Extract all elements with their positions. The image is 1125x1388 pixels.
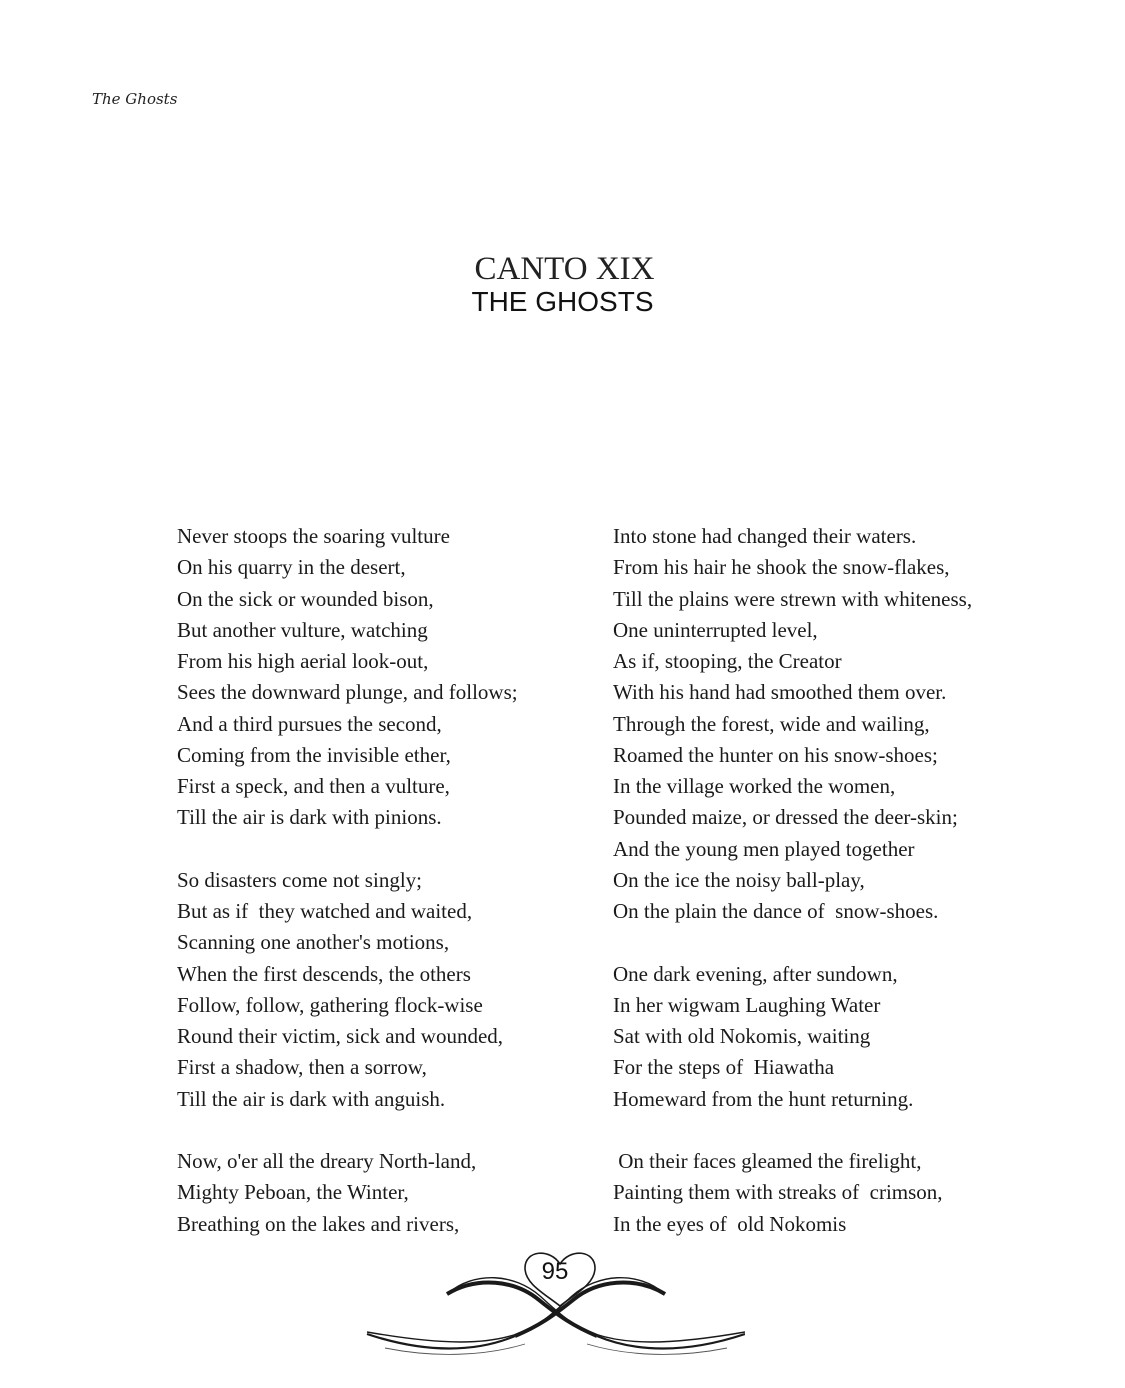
poem-line: On the plain the dance of snow-shoes. [613, 899, 939, 923]
poem-line: For the steps of Hiawatha [613, 1055, 835, 1080]
poem-line: So disasters come not singly; [177, 867, 422, 892]
poem-line: When the first descends, the others [177, 961, 471, 986]
poem-line: Till the air is dark with anguish. [177, 1086, 446, 1111]
poem-line: Painting them with streaks of crimson, [613, 1180, 943, 1205]
page-number-ornament [365, 1244, 745, 1364]
stanza [613, 959, 1033, 1115]
poem-line: On their faces gleamed the firelight, [613, 1149, 922, 1173]
poem-line: From his high aerial look-out, [177, 649, 429, 673]
running-head: The Ghosts [92, 90, 178, 108]
poem-line: Homeward from the hunt returning. [613, 1086, 914, 1111]
poem-line: First a shadow, then a sorrow, [177, 1055, 427, 1080]
stanza [613, 1146, 1033, 1240]
poem-line: Till the plains were strewn with whiteness, [613, 586, 973, 611]
poem-line: Now, o'er all the dreary North-land, [177, 1149, 477, 1173]
poem-line: But as if they watched and waited, [177, 899, 473, 923]
poem-line: One uninterrupted level, [613, 617, 818, 642]
poem-line: Follow, follow, gathering flock-wise [177, 992, 483, 1017]
poem-line: And a third pursues the second, [177, 711, 442, 736]
poem-line: Coming from the invisible ether, [177, 742, 451, 767]
poem-line: In her wigwam Laughing Water [613, 992, 881, 1017]
poem-line: Pounded maize, or dressed the deer-skin; [613, 805, 958, 830]
poem-line: First a speck, and then a vulture, [177, 774, 450, 798]
poem-line: Sees the downward plunge, and follows; [177, 680, 518, 705]
page-number: 95 [541, 1258, 569, 1285]
poem-line: One dark evening, after sundown, [613, 961, 898, 986]
poem-line: On the ice the noisy ball-play, [613, 867, 865, 892]
stanza [177, 865, 577, 1115]
poem-line: Scanning one another's motions, [177, 930, 450, 955]
stanza [177, 521, 577, 834]
poem-line: Roamed the hunter on his snow-shoes; [613, 742, 938, 767]
poem-line: Through the forest, wide and wailing, [613, 711, 930, 736]
poem-line: Into stone had changed their waters. [613, 524, 917, 548]
poem-line: Round their victim, sick and wounded, [177, 1024, 504, 1048]
poem-line: Till the air is dark with pinions. [177, 805, 442, 830]
poem-line: And the young men played together [613, 836, 915, 861]
poem-line: In the village worked the women, [613, 774, 896, 798]
canto-number: CANTO XIX [474, 251, 655, 287]
poem-line: Mighty Peboan, the Winter, [177, 1180, 409, 1205]
poem-column-right [613, 521, 1033, 1240]
canto-heading [0, 252, 1125, 318]
poem-line: With his hand had smoothed them over. [613, 680, 947, 705]
poem-line: On his quarry in the desert, [177, 555, 406, 580]
poem-line: In the eyes of old Nokomis [613, 1211, 847, 1236]
canto-title: THE GHOSTS [471, 286, 654, 317]
poem-line: But another vulture, watching [177, 617, 428, 642]
stanza [613, 521, 1033, 927]
poem-line: On the sick or wounded bison, [177, 586, 434, 611]
poem-line: Breathing on the lakes and rivers, [177, 1211, 460, 1236]
poem-line: Never stoops the soaring vulture [177, 524, 450, 548]
poem-column-left [177, 521, 577, 1240]
poem-line: As if, stooping, the Creator [613, 649, 842, 673]
poem-line: Sat with old Nokomis, waiting [613, 1024, 871, 1048]
stanza [177, 1146, 577, 1240]
poem-line: From his hair he shook the snow-flakes, [613, 555, 950, 580]
